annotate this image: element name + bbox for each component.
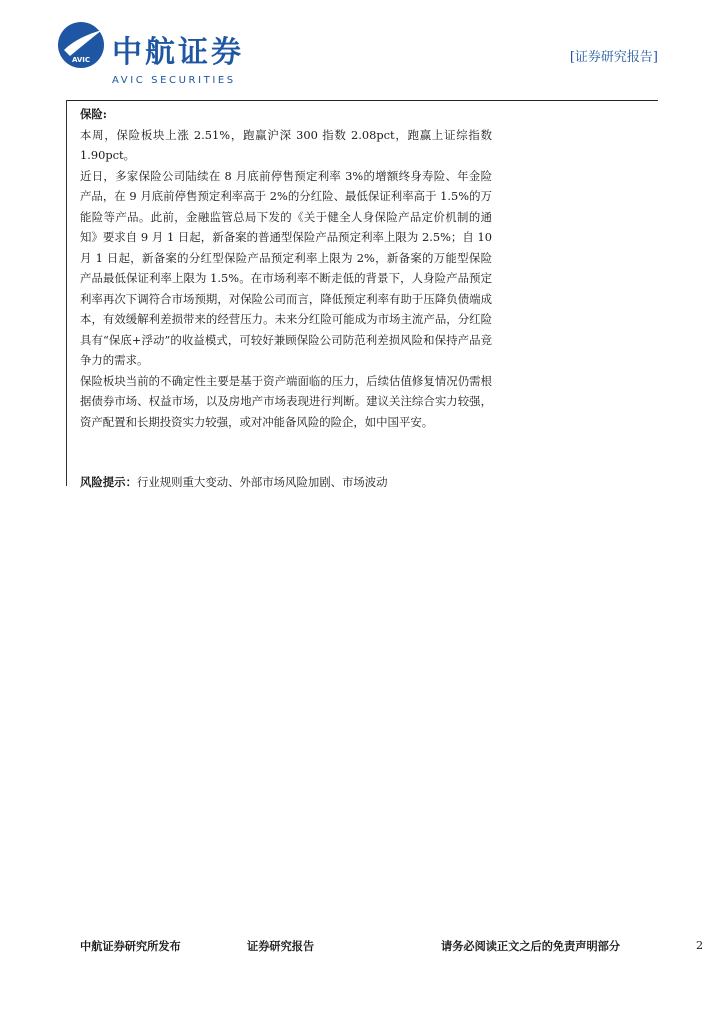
risk-warning: [80, 472, 492, 492]
paragraph-weekly-performance: 本周，保险板块上涨 2.51%，跑赢沪深 300 指数 2.08pct，跑赢上证综指数 1.90pct。: [80, 127, 492, 162]
avic-logo-icon: [56, 20, 106, 70]
risk-text: 行业规则重大变动、外部市场风险加剧、市场波动: [136, 475, 388, 489]
risk-label: 风险提示：: [80, 475, 137, 489]
page-footer: [0, 936, 724, 960]
paragraph-outlook: 保险板块当前的不确定性主要是基于资产端面临的压力，后续估值修复情况仍需根据债券市场、权益市场，以及房地产市场表现进行判断。建议关注综合实力较强，资产配置和长期投资实力较强，或对冲能备风险的险企，如中国平安。: [80, 373, 492, 429]
footer-publisher: 中航证券研究所发布: [80, 939, 181, 953]
section-title: 保险:: [80, 107, 107, 121]
header-divider: [66, 100, 658, 101]
brand-name-en: AVIC SECURITIES: [112, 75, 236, 86]
content-left-border: [66, 100, 67, 486]
footer-report-type: 证券研究报告: [247, 939, 315, 953]
report-type-tag: [证券研究报告]: [569, 50, 658, 65]
paragraph-policy-analysis: 近日，多家保险公司陆续在 8 月底前停售预定利率 3%的增额终身寿险、年金险产品，在 9 月底前停售预定利率高于 2%的分红险、最低保证利率高于 1.5%的万能险等产品。此前，金融监管总局下发的《关于健全人身保险产品定价机制的通知》要求自 9 月 1 日起，新备案的普通型保险产品预定利率上限为 2.5%；自 10 月 1 日起，新备案的分红型保险产品预定利率上限为 2%，新备案的万能型保险产品最低保证利率上限为 1.5%。在市场利率不断走低的背景下，人身险产品预定利率再次下调符合市场预期，对保险公司而言，降低预定利率有助于压降负债端成本，有效缓解利差损带来的经营压力。未来分红险可能成为市场主流产品，分红险具有“保底+浮动”的收益模式，可较好兼顾保险公司防范利差损风险和保持产品竞争力的需求。: [80, 168, 492, 367]
svg-text:AVIC: AVIC: [71, 56, 91, 64]
footer-disclaimer: 请务必阅读正文之后的免责声明部分: [441, 939, 621, 953]
main-content: [80, 104, 492, 432]
company-logo: [56, 20, 256, 86]
brand-name-cn: 中航证券: [112, 35, 244, 70]
page-number: 2: [696, 939, 704, 952]
